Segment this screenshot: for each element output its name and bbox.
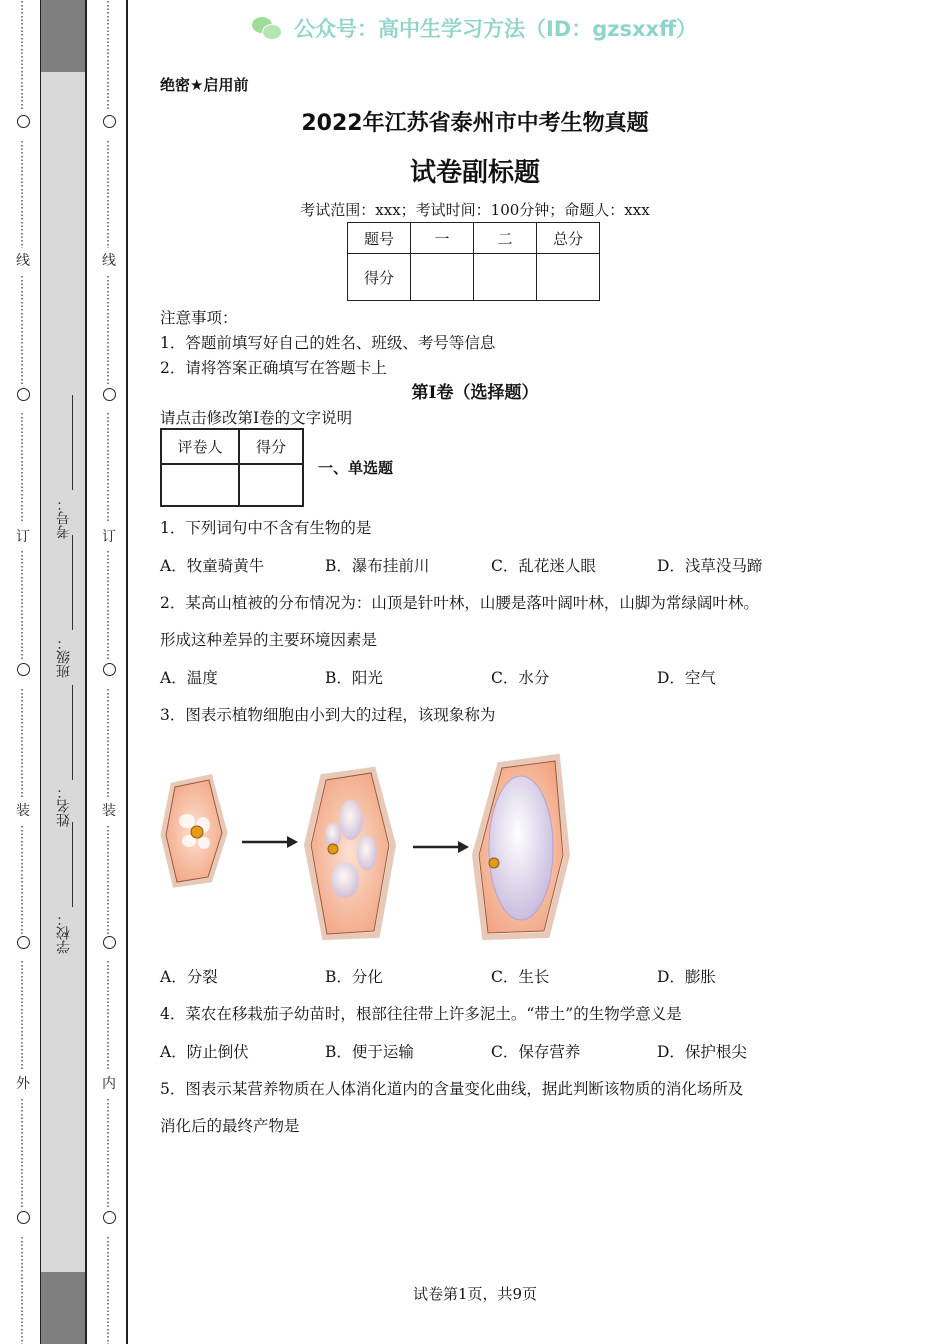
question-1-stem: 1．下列词句中不含有生物的是 <box>160 519 372 537</box>
medium-cell <box>307 770 393 937</box>
q3-option-b: B．分化 <box>325 968 383 986</box>
inner-mark-nei: 内 <box>102 1076 116 1092</box>
outer-mark-ding: 订 <box>16 529 30 545</box>
volume-desc: 请点击修改第I卷的文字说明 <box>160 409 353 427</box>
banner-text: 公众号：高中生学习方法（ID：gzsxxff） <box>294 17 698 41</box>
inner-circle-2 <box>99 388 119 405</box>
inner-circle-1 <box>99 115 119 132</box>
inner-dots: ⋮ ⋮ ⋮ ⋮ ⋮ ⋮ ⋮ ⋮ ⋮ ⋮ <box>102 0 114 111</box>
score-table <box>347 222 600 301</box>
outer-circle-5 <box>13 1211 33 1228</box>
field-name-line[interactable] <box>72 685 73 780</box>
grader-header-cell: 得分 <box>239 429 303 464</box>
field-school-line[interactable] <box>72 822 73 907</box>
outer-circle-4 <box>13 936 33 953</box>
outer-dots: ⋮ ⋮ ⋮ ⋮ ⋮ ⋮ ⋮ ⋮ ⋮ ⋮ <box>16 960 28 1070</box>
score-header-cell: 二 <box>474 223 537 254</box>
inner-dots: ⋮ ⋮ ⋮ ⋮ ⋮ ⋮ ⋮ ⋮ ⋮ ⋮ <box>102 960 114 1070</box>
outer-mark-line: 线 <box>16 253 30 269</box>
question-3-stem: 3．图表示植物细胞由小到大的过程，该现象称为 <box>160 706 496 724</box>
inner-dots: ⋮ ⋮ ⋮ ⋮ ⋮ ⋮ ⋮ ⋮ ⋮ ⋮ <box>102 275 114 385</box>
inner-dots: ⋮ ⋮ ⋮ ⋮ ⋮ ⋮ ⋮ ⋮ ⋮ ⋮ <box>102 688 114 798</box>
arrow-right-icon <box>242 836 298 848</box>
question-5-stem: 5．图表示某营养物质在人体消化道内的含量变化曲线，据此判断该物质的消化场所及 <box>160 1080 744 1098</box>
notice-title: 注意事项： <box>160 309 238 327</box>
q3-option-a: A．分裂 <box>160 968 218 986</box>
inner-circle-5 <box>99 1211 119 1228</box>
outer-dots: ⋮ ⋮ ⋮ ⋮ ⋮ ⋮ ⋮ ⋮ ⋮ ⋮ <box>16 0 28 111</box>
outer-dots: ⋮ ⋮ ⋮ ⋮ ⋮ ⋮ ⋮ ⋮ ⋮ ⋮ <box>16 412 28 522</box>
inner-dots: ⋮ ⋮ ⋮ ⋮ ⋮ ⋮ ⋮ ⋮ ⋮ ⋮ <box>102 412 114 522</box>
question-2-stem: 2．某高山植被的分布情况为：山顶是针叶林，山腰是落叶阔叶林，山脚为常绿阔叶林。 <box>160 594 759 612</box>
watermark-banner <box>252 12 697 44</box>
grader-table <box>160 428 304 507</box>
inner-dots: ⋮ ⋮ ⋮ ⋮ ⋮ ⋮ ⋮ ⋮ ⋮ ⋮ <box>102 550 114 660</box>
outer-dots: ⋮ ⋮ ⋮ ⋮ ⋮ ⋮ ⋮ ⋮ ⋮ ⋮ <box>16 140 28 248</box>
exam-info: 考试范围：xxx；考试时间：100分钟；命题人：xxx <box>300 201 650 219</box>
secret-label: 绝密★启用前 <box>160 76 249 94</box>
grader-cell[interactable] <box>239 464 303 506</box>
inner-circle-4 <box>99 936 119 953</box>
score-row-label: 得分 <box>348 254 411 301</box>
field-class: 班级： <box>56 636 72 678</box>
small-cell <box>163 777 225 885</box>
inner-mark-zhuang: 装 <box>102 803 116 819</box>
field-exam-number: 考号： <box>56 497 72 539</box>
score-cell[interactable] <box>474 254 537 301</box>
q4-option-a: A．防止倒伏 <box>160 1043 249 1061</box>
notice-item: 2．请将答案正确填写在答题卡上 <box>160 359 387 377</box>
outer-circle-1 <box>13 115 33 132</box>
q4-option-c: C．保存营养 <box>491 1043 581 1061</box>
notice-item: 1．答题前填写好自己的姓名、班级、考号等信息 <box>160 334 496 352</box>
field-class-line[interactable] <box>72 535 73 630</box>
outer-mark-wai: 外 <box>16 1076 30 1092</box>
q1-option-a: A．牧童骑黄牛 <box>160 557 265 575</box>
q1-option-d: D．浅草没马蹄 <box>657 557 763 575</box>
cell-growth-figure <box>155 745 585 945</box>
inner-dots: ⋮ ⋮ ⋮ ⋮ ⋮ ⋮ ⋮ ⋮ ⋮ ⋮ <box>102 825 114 935</box>
outer-dots: ⋮ ⋮ ⋮ ⋮ ⋮ ⋮ ⋮ ⋮ ⋮ ⋮ <box>16 550 28 660</box>
outer-dots: ⋮ ⋮ ⋮ ⋮ ⋮ ⋮ ⋮ ⋮ ⋮ ⋮ <box>16 275 28 385</box>
field-name: 姓名： <box>56 785 72 827</box>
grader-cell[interactable] <box>161 464 239 506</box>
large-cell <box>475 757 567 937</box>
page-footer: 试卷第1页，共9页 <box>412 1285 538 1303</box>
grader-header-cell: 评卷人 <box>161 429 239 464</box>
volume-title: 第I卷（选择题） <box>411 383 539 403</box>
inner-circle-3 <box>99 663 119 680</box>
field-exam-number-line[interactable] <box>72 395 73 490</box>
outer-dots: ⋮ ⋮ ⋮ ⋮ ⋮ ⋮ ⋮ ⋮ ⋮ ⋮ <box>16 1236 28 1344</box>
binding-dark-top <box>41 0 85 72</box>
question-5-stem-cont: 消化后的最终产物是 <box>160 1117 300 1135</box>
q2-option-c: C．水分 <box>491 669 550 687</box>
q2-option-a: A．温度 <box>160 669 218 687</box>
exam-subtitle: 试卷副标题 <box>409 158 540 188</box>
inner-dots: ⋮ ⋮ ⋮ ⋮ ⋮ ⋮ ⋮ ⋮ ⋮ ⋮ <box>102 1098 114 1208</box>
q2-option-b: B．阳光 <box>325 669 383 687</box>
exam-title: 2022年江苏省泰州市中考生物真题 <box>301 111 649 136</box>
binding-border-right <box>126 0 128 1344</box>
binding-dark-bottom <box>41 1272 85 1344</box>
inner-mark-ding: 订 <box>102 529 116 545</box>
score-header-cell: 总分 <box>537 223 600 254</box>
outer-dots: ⋮ ⋮ ⋮ ⋮ ⋮ ⋮ ⋮ ⋮ ⋮ ⋮ <box>16 688 28 798</box>
q1-option-b: B．瀑布挂前川 <box>325 557 430 575</box>
question-4-stem: 4．菜农在移栽茄子幼苗时，根部往往带上许多泥土。“带土”的生物学意义是 <box>160 1005 682 1023</box>
section-heading: 一、单选题 <box>318 459 394 477</box>
score-cell[interactable] <box>411 254 474 301</box>
score-header-cell: 题号 <box>348 223 411 254</box>
binding-border-mid <box>85 0 87 1344</box>
q3-option-d: D．膨胀 <box>657 968 716 986</box>
inner-dots: ⋮ ⋮ ⋮ ⋮ ⋮ ⋮ ⋮ ⋮ ⋮ ⋮ <box>102 140 114 248</box>
outer-circle-2 <box>13 388 33 405</box>
score-cell[interactable] <box>537 254 600 301</box>
question-2-stem-cont: 形成这种差异的主要环境因素是 <box>160 631 378 649</box>
outer-dots: ⋮ ⋮ ⋮ ⋮ ⋮ ⋮ ⋮ ⋮ ⋮ ⋮ <box>16 1098 28 1208</box>
wechat-icon <box>252 15 284 41</box>
field-school: 学校： <box>56 912 72 954</box>
inner-mark-line: 线 <box>102 253 116 269</box>
q3-option-c: C．生长 <box>491 968 550 986</box>
outer-dots: ⋮ ⋮ ⋮ ⋮ ⋮ ⋮ ⋮ ⋮ ⋮ ⋮ <box>16 825 28 935</box>
outer-circle-3 <box>13 663 33 680</box>
q4-option-b: B．便于运输 <box>325 1043 414 1061</box>
arrow-right-icon <box>413 841 469 853</box>
q2-option-d: D．空气 <box>657 669 716 687</box>
inner-dots: ⋮ ⋮ ⋮ ⋮ ⋮ ⋮ ⋮ ⋮ ⋮ ⋮ <box>102 1236 114 1344</box>
score-header-cell: 一 <box>411 223 474 254</box>
outer-mark-zhuang: 装 <box>16 803 30 819</box>
q1-option-c: C．乱花迷人眼 <box>491 557 596 575</box>
q4-option-d: D．保护根尖 <box>657 1043 747 1061</box>
